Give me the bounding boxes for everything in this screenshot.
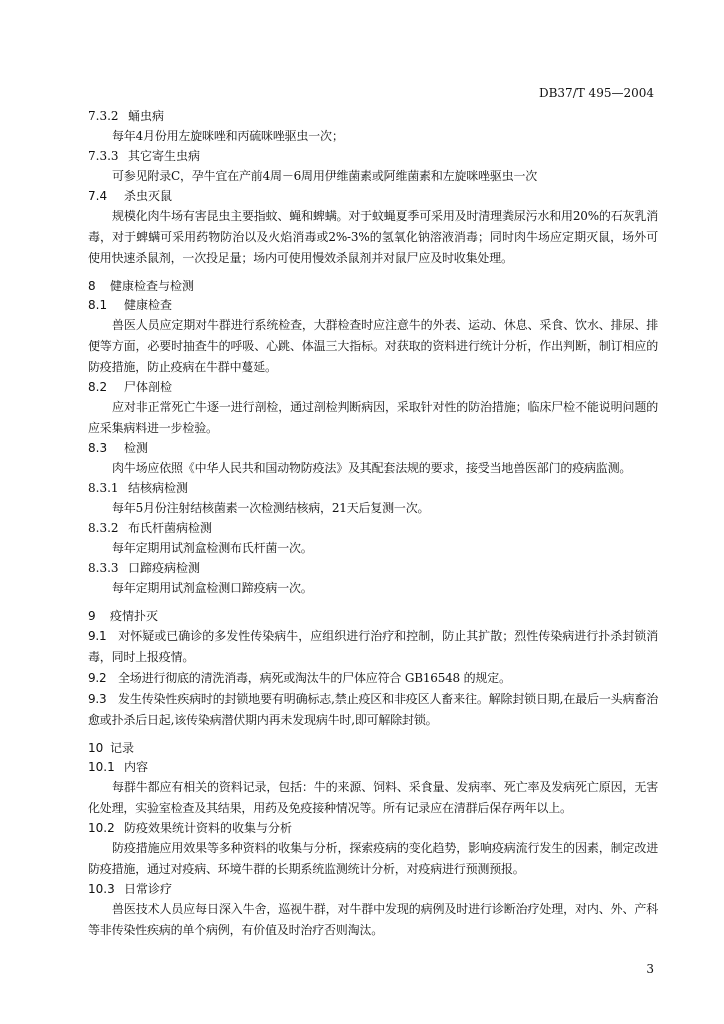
clause-heading (88, 559, 658, 578)
paragraph: 兽医技术人员应每日深入牛舍，巡视牛群，对牛群中发现的病例及时进行诊断治疗处理，对内、外、产科等非传染性疾病的单个病例，有价值及时治疗否则淘汰。 (88, 902, 658, 937)
heading-title: 健康检查与检测 (110, 279, 195, 293)
clause-text: 发生传染性疾病时的封锁地要有明确标志,禁止疫区和非疫区人畜来往。解除封锁日期,在最后一头病畜治愈或扑杀后日起,该传染病潜伏期内再未发现病牛时,即可解除封锁。 (88, 692, 658, 727)
section-heading (88, 739, 658, 758)
clause-heading (88, 758, 658, 777)
paragraph: 防疫措施应用效果等多种资料的收集与分析，探索疫病的变化趋势，影响疫病流行发生的因素，制定改进防疫措施，通过对疫病、环境牛群的长期系统监测统计分析，对疫病进行预测预报。 (88, 841, 658, 876)
heading-title: 内容 (124, 760, 149, 774)
heading-number: 7.3.2 (88, 109, 119, 123)
paragraph: 每年定期用试剂盒检测布氏杆菌一次。 (112, 541, 313, 555)
clause-heading (88, 296, 658, 315)
heading-number: 8.3.1 (88, 481, 119, 495)
heading-title: 日常诊疗 (124, 882, 173, 896)
clause-heading (88, 439, 658, 458)
clause-heading (88, 519, 658, 538)
document-body (88, 107, 658, 941)
clause-number: 9.1 (88, 629, 107, 643)
clause-heading (88, 479, 658, 498)
heading-number: 10.1 (88, 760, 115, 774)
heading-title: 防疫效果统计资料的收集与分析 (124, 821, 293, 835)
document-code: DB37/T 495—2004 (538, 86, 654, 100)
heading-title: 检测 (124, 441, 149, 455)
paragraph: 规模化肉牛场有害昆虫主要指蚊、蝇和蜱螨。对于蚊蝇夏季可采用及时清理粪尿污水和用20%的石灰乳消毒，对于蜱螨可采用药物防治以及火焰消毒或2%-3%的氢氧化钠溶液消毒；同时肉牛场应定期灭鼠，场外可使用快速杀鼠剂，一次投足量；场内可使用慢效杀鼠剂并对鼠尸应及时收集处理。 (88, 209, 658, 265)
heading-title: 其它寄生虫病 (128, 149, 201, 163)
section-heading (88, 607, 658, 626)
clause-heading (88, 107, 658, 126)
section-heading (88, 277, 658, 296)
heading-title: 记录 (110, 741, 135, 755)
heading-number: 10.3 (88, 882, 115, 896)
heading-title: 口蹄疫病检测 (128, 561, 201, 575)
heading-number: 8.1 (88, 298, 108, 312)
heading-title: 布氏杆菌病检测 (128, 521, 213, 535)
numbered-clause (88, 689, 658, 731)
heading-number: 8.2 (88, 380, 108, 394)
heading-title: 蛹虫病 (128, 109, 165, 123)
paragraph: 每年定期用试剂盒检测口蹄疫病一次。 (112, 581, 313, 595)
heading-number: 10 (88, 741, 104, 755)
paragraph: 每年5月份注射结核菌素一次检测结核病，21天后复测一次。 (112, 501, 430, 515)
heading-title: 健康检查 (124, 298, 173, 312)
clause-text: 对怀疑或已确诊的多发性传染病牛，应组织进行治疗和控制，防止其扩散；烈性传染病进行扑杀封锁消毒，同时上报疫情。 (88, 629, 658, 664)
clause-heading (88, 147, 658, 166)
clause-heading (88, 880, 658, 899)
heading-number: 7.4 (88, 189, 108, 203)
heading-number: 8 (88, 279, 96, 293)
heading-title: 尸体剖检 (124, 380, 173, 394)
clause-number: 9.2 (88, 671, 107, 685)
clause-number: 9.3 (88, 692, 107, 706)
heading-title: 杀虫灭鼠 (124, 189, 173, 203)
paragraph: 应对非正常死亡牛逐一进行剖检，通过剖检判断病因，采取针对性的防治措施；临床尸检不能说明问题的应采集病料进一步检验。 (88, 400, 658, 435)
heading-number: 8.3.3 (88, 561, 119, 575)
heading-title: 疫情扑灭 (110, 609, 159, 623)
paragraph: 每年4月份用左旋咪唑和丙硫咪唑驱虫一次； (112, 129, 344, 143)
heading-number: 7.3.3 (88, 149, 119, 163)
clause-text: 全场进行彻底的清洗消毒，病死或淘汰牛的尸体应符合 GB16548 的规定。 (118, 671, 511, 685)
paragraph: 肉牛场应依照《中华人民共和国动物防疫法》及其配套法规的要求，接受当地兽医部门的疫病监测。 (112, 461, 632, 475)
heading-number: 9 (88, 609, 96, 623)
page-number: 3 (646, 962, 654, 976)
heading-number: 10.2 (88, 821, 115, 835)
clause-heading (88, 187, 658, 206)
paragraph: 可参见附录C，孕牛宜在产前4周－6周用伊维菌素或阿维菌素和左旋咪唑驱虫一次 (112, 169, 538, 183)
clause-heading (88, 378, 658, 397)
heading-title: 结核病检测 (128, 481, 189, 495)
numbered-clause (88, 626, 658, 668)
heading-number: 8.3 (88, 441, 108, 455)
clause-heading (88, 819, 658, 838)
heading-number: 8.3.2 (88, 521, 119, 535)
numbered-clause (88, 668, 658, 689)
paragraph: 每群牛都应有相关的资料记录，包括：牛的来源、饲料、采食量、发病率、死亡率及发病死亡原因，无害化处理，实验室检查及其结果，用药及免疫接种情况等。所有记录应在清群后保存两年以上。 (88, 780, 658, 815)
paragraph: 兽医人员应定期对牛群进行系统检查，大群检查时应注意牛的外表、运动、休息、采食、饮水、排尿、排便等方面，必要时抽查牛的呼吸、心跳、体温三大指标。对获取的资料进行统计分析，作出判断，制订相应的防疫措施，防止疫病在牛群中蔓延。 (88, 318, 658, 374)
